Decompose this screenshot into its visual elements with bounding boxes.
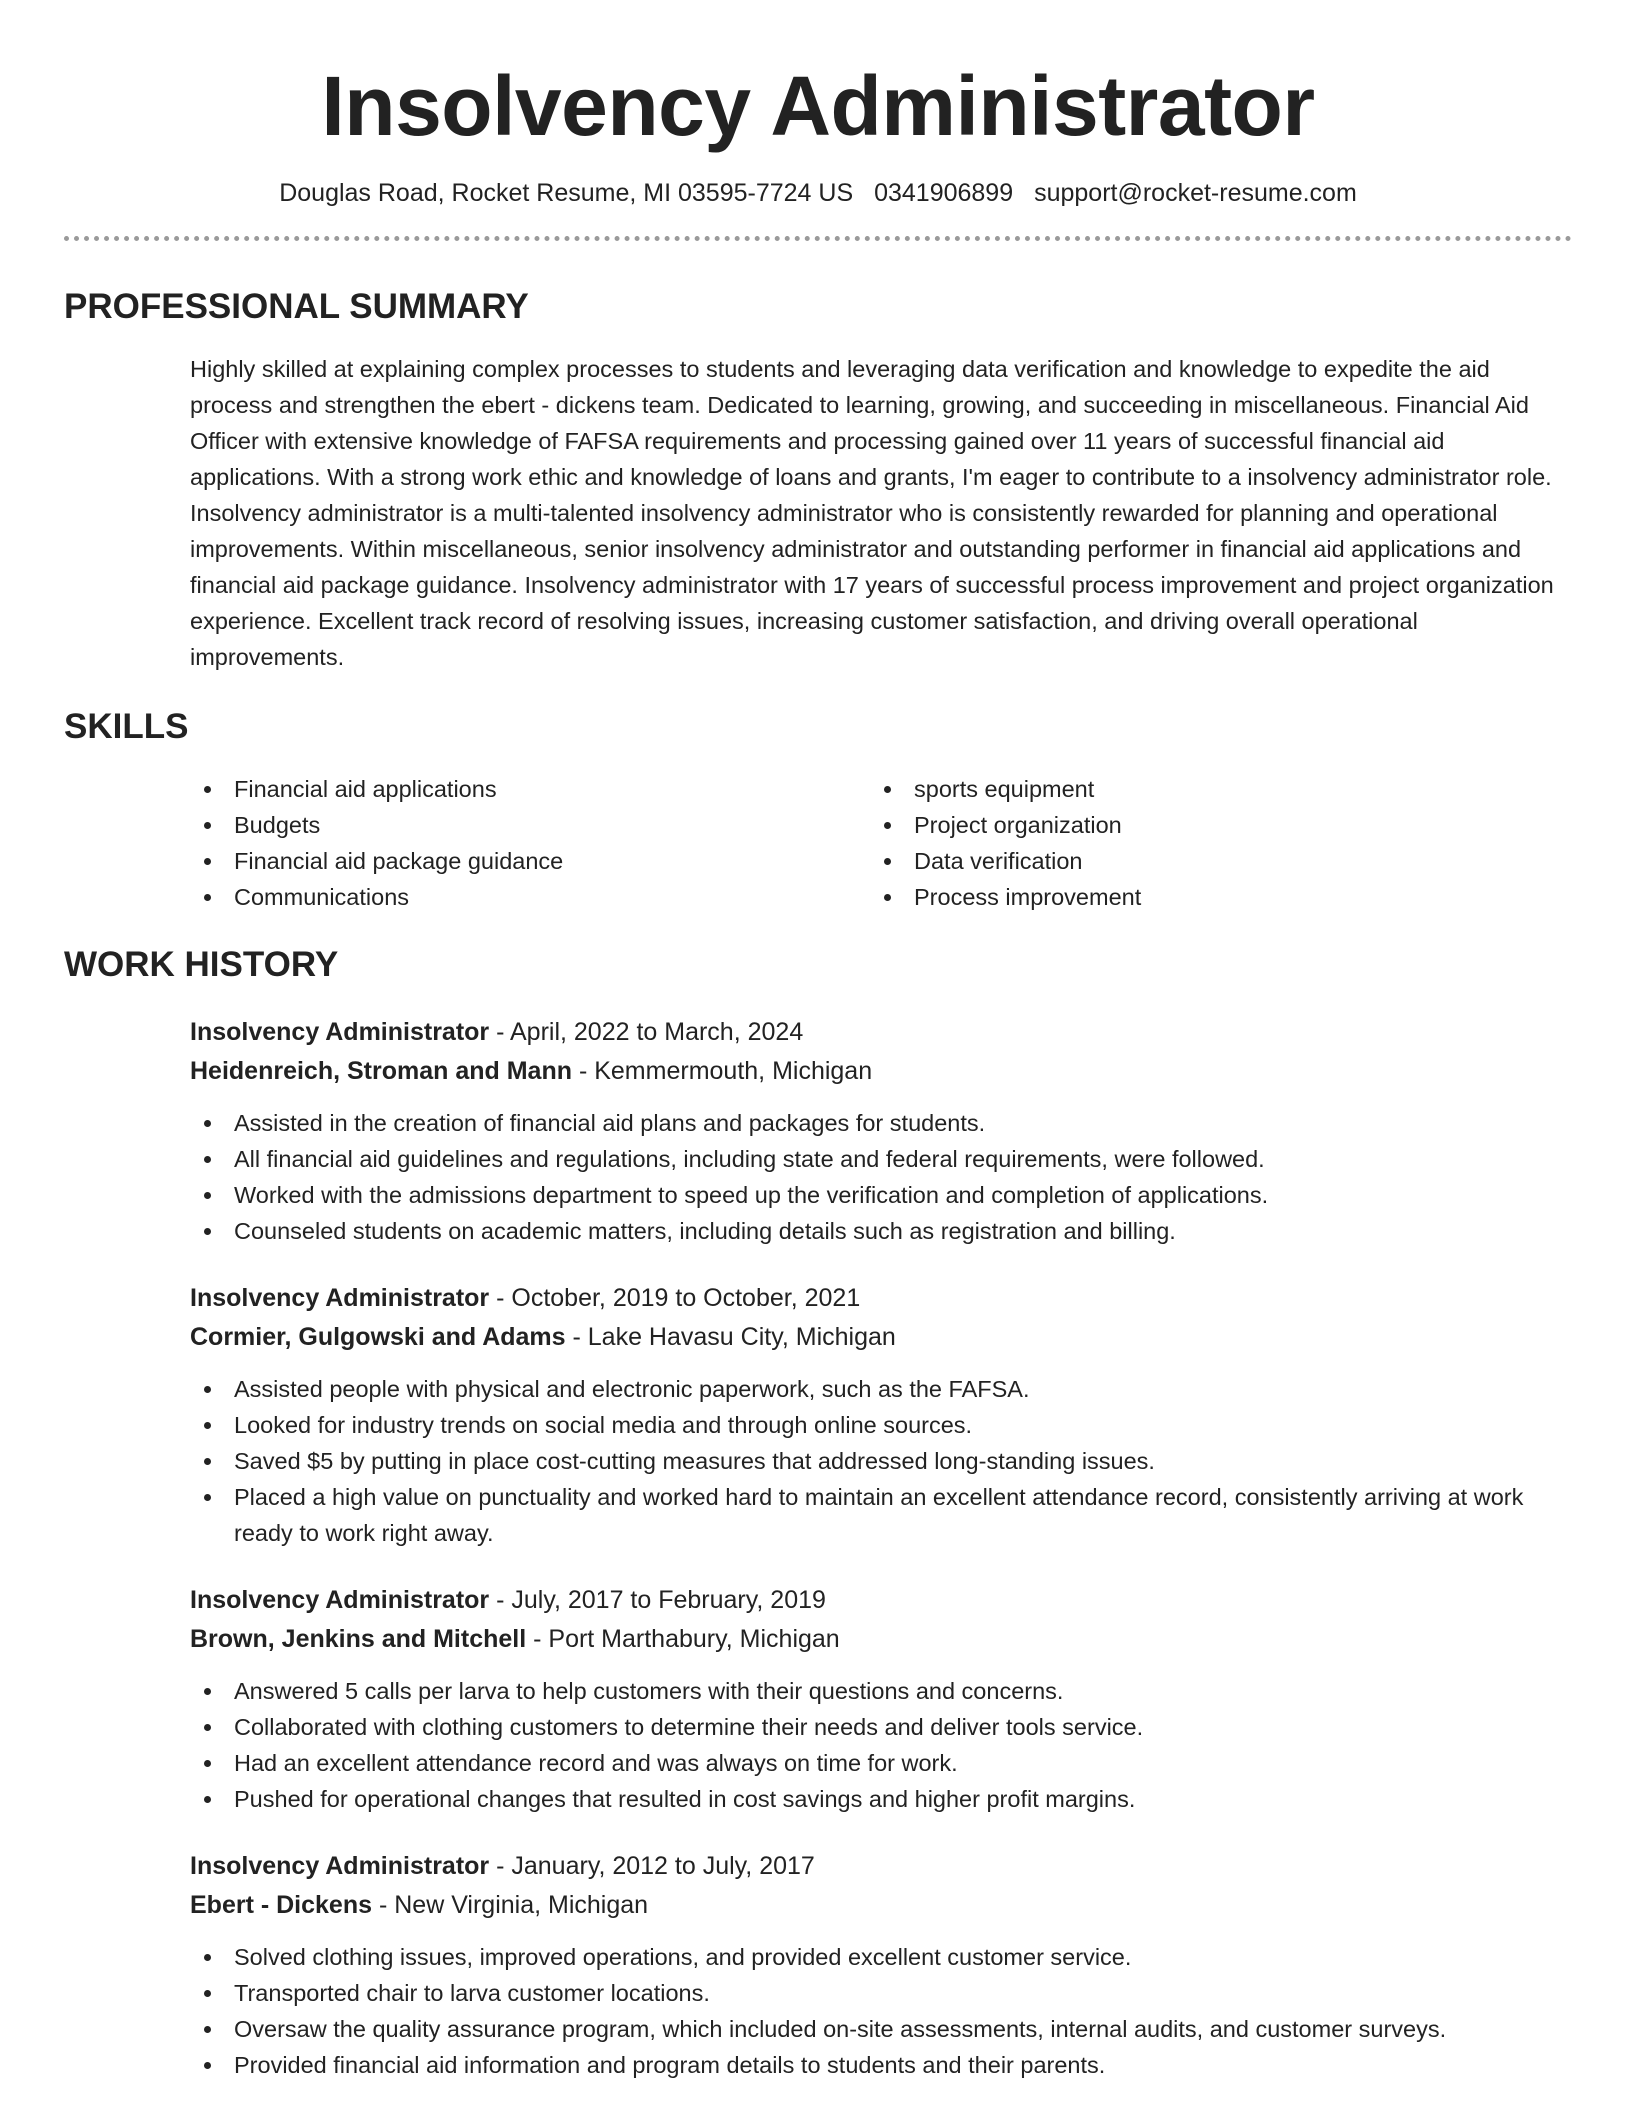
job-entry — [190, 1279, 1572, 1551]
job-duty: Assisted people with physical and electronic paperwork, such as the FAFSA. — [190, 1371, 1572, 1407]
job-location: - Kemmermouth, Michigan — [572, 1057, 873, 1085]
job-location: - Lake Havasu City, Michigan — [565, 1323, 896, 1351]
job-dates: - January, 2012 to July, 2017 — [489, 1852, 815, 1880]
skills-column-right — [870, 771, 1550, 915]
job-duty: Had an excellent attendance record and was always on time for work. — [190, 1745, 1572, 1781]
skill-item: Budgets — [190, 807, 870, 843]
contact-line — [64, 176, 1572, 210]
contact-email: support@rocket-resume.com — [1034, 179, 1357, 207]
skill-item: Process improvement — [870, 879, 1550, 915]
resume-page — [64, 0, 1572, 2083]
skill-item: Communications — [190, 879, 870, 915]
job-company: Heidenreich, Stroman and Mann — [190, 1057, 573, 1085]
job-duty: Placed a high value on punctuality and worked hard to maintain an excellent attendance record, consistently arriving at work ready to work right away. — [190, 1479, 1572, 1551]
job-duty: All financial aid guidelines and regulations, including state and federal requirements, were followed. — [190, 1141, 1572, 1177]
job-duty: Counseled students on academic matters, including details such as registration and billing. — [190, 1213, 1572, 1249]
job-dates: - April, 2022 to March, 2024 — [489, 1018, 804, 1046]
job-duties — [190, 1673, 1572, 1817]
job-duty: Solved clothing issues, improved operations, and provided excellent customer service. — [190, 1939, 1572, 1975]
job-duty: Saved $5 by putting in place cost-cutting measures that addressed long-standing issues. — [190, 1443, 1572, 1479]
job-company-line — [190, 1886, 1572, 1925]
job-duties — [190, 1939, 1572, 2083]
job-duty: Assisted in the creation of financial aid plans and packages for students. — [190, 1105, 1572, 1141]
job-company: Brown, Jenkins and Mitchell — [190, 1625, 527, 1653]
job-title-line — [190, 1279, 1572, 1318]
skill-item: Project organization — [870, 807, 1550, 843]
skills-column-left — [190, 771, 870, 915]
job-duty: Collaborated with clothing customers to determine their needs and deliver tools service. — [190, 1709, 1572, 1745]
job-duty: Worked with the admissions department to speed up the verification and completion of applications. — [190, 1177, 1572, 1213]
skills-grid — [190, 771, 1572, 915]
job-title: Insolvency Administrator — [190, 1284, 490, 1312]
skill-item: Financial aid applications — [190, 771, 870, 807]
job-title-line — [190, 1847, 1572, 1886]
job-dates: - October, 2019 to October, 2021 — [489, 1284, 861, 1312]
job-entry — [190, 1581, 1572, 1817]
job-duty: Looked for industry trends on social media and through online sources. — [190, 1407, 1572, 1443]
contact-phone: 0341906899 — [874, 179, 1014, 207]
job-duties — [190, 1371, 1572, 1551]
job-dates: - July, 2017 to February, 2019 — [489, 1586, 826, 1614]
job-duty: Transported chair to larva customer locations. — [190, 1975, 1572, 2011]
job-title: Insolvency Administrator — [190, 1018, 490, 1046]
skills-section — [64, 705, 1572, 915]
summary-heading: PROFESSIONAL SUMMARY — [64, 287, 529, 326]
job-duties — [190, 1105, 1572, 1249]
job-company: Cormier, Gulgowski and Adams — [190, 1323, 566, 1351]
job-company-line — [190, 1318, 1572, 1357]
summary-text: Highly skilled at explaining complex processes to students and leveraging data verification and knowledge to expedite the aid process and strengthen the ebert - dickens team. Dedicated to learning, growing, and succeeding in miscellaneous. Financial Aid Officer with extensive knowledge of FAFSA requirements and processing gained over 11 years of successful financial aid applications. With a strong work ethic and knowledge of loans and grants, I'm eager to contribute to a insolvency administrator role. Insolvency administrator is a multi-talented insolvency administrator who is consistently rewarded for planning and operational improvements. Within miscellaneous, senior insolvency administrator and outstanding performer in financial aid applications and financial aid package guidance. Insolvency administrator with 17 years of successful process improvement and project organization experience. Excellent track record of resolving issues, increasing customer satisfaction, and driving overall operational improvements. — [190, 356, 1554, 670]
job-title-line — [190, 1013, 1572, 1052]
contact-address: Douglas Road, Rocket Resume, MI 03595-7724 US — [279, 179, 854, 207]
job-duty: Provided financial aid information and program details to students and their parents. — [190, 2047, 1572, 2083]
work-history-heading: WORK HISTORY — [64, 945, 339, 984]
job-duty: Pushed for operational changes that resulted in cost savings and higher profit margins. — [190, 1781, 1572, 1817]
job-title: Insolvency Administrator — [190, 1852, 490, 1880]
header-divider — [64, 236, 1572, 241]
job-company-line — [190, 1620, 1572, 1659]
skill-item: Financial aid package guidance — [190, 843, 870, 879]
job-duty: Oversaw the quality assurance program, which included on-site assessments, internal audits, and customer surveys. — [190, 2011, 1572, 2047]
job-duty: Answered 5 calls per larva to help customers with their questions and concerns. — [190, 1673, 1572, 1709]
skill-item: Data verification — [870, 843, 1550, 879]
job-title-line — [190, 1581, 1572, 1620]
work-history-section — [64, 943, 1572, 2083]
summary-section — [64, 285, 1572, 675]
candidate-name: Insolvency Administrator — [321, 59, 1315, 153]
job-location: - Port Marthabury, Michigan — [526, 1625, 840, 1653]
job-location: - New Virginia, Michigan — [372, 1891, 649, 1919]
skills-heading: SKILLS — [64, 707, 189, 746]
job-title: Insolvency Administrator — [190, 1586, 490, 1614]
skill-item: sports equipment — [870, 771, 1550, 807]
job-company-line — [190, 1052, 1572, 1091]
job-company: Ebert - Dickens — [190, 1891, 373, 1919]
job-entry — [190, 1013, 1572, 1249]
job-entry — [190, 1847, 1572, 2083]
